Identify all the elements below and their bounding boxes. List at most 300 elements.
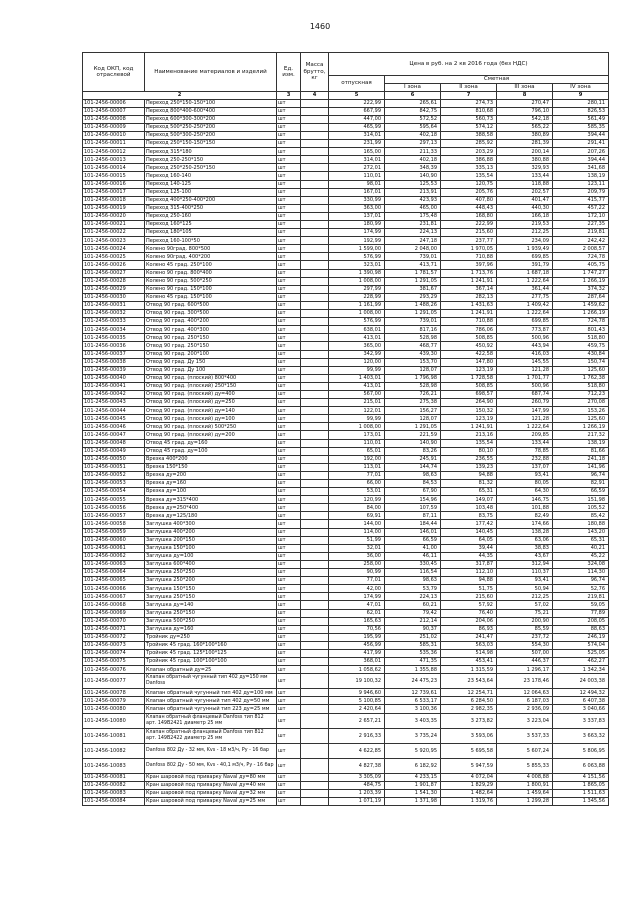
zone1-price-cell: 153,70 [385,358,441,366]
col-index: 6 [385,92,441,99]
unit-cell: шт [277,689,301,697]
zone3-price-cell: 121,28 [497,415,553,423]
name-cell: Кран шаровой под приварку Naval ду=25 мм [145,797,277,805]
mass-cell [301,455,329,463]
unit-cell: шт [277,520,301,528]
table-row [83,366,609,374]
mass-cell [301,512,329,520]
release-price-cell: 3 305,09 [329,773,385,781]
zone3-price-cell: 554,30 [497,641,553,649]
release-price-cell: 447,00 [329,115,385,123]
zone4-price-cell: 430,84 [553,350,609,358]
table-row [83,455,609,463]
name-cell: Переход 315*180 [145,148,277,156]
release-price-cell: 174,99 [329,593,385,601]
release-price-cell: 363,00 [329,204,385,212]
table-row [83,245,609,253]
name-cell: Клапан обратный чугунный тип 223 ду=25 мм [145,705,277,713]
zone4-price-cell: 77,89 [553,609,609,617]
zone3-price-cell: 118,88 [497,180,553,188]
unit-cell: шт [277,471,301,479]
zone2-price-cell: 508,85 [441,382,497,390]
header-zone-3: III зона [497,84,553,92]
unit-cell: шт [277,366,301,374]
code-cell: 101-2456-00051 [83,463,145,471]
table-row [83,447,609,455]
zone3-price-cell: 401,47 [497,196,553,204]
code-cell: 101-2456-00077 [83,674,145,689]
zone3-price-cell: 212,25 [497,229,553,237]
zone2-price-cell: 5 947,59 [441,758,497,773]
name-cell: Danfoss 802 Ду - 50 мм, Kvs - 40,1 м3/ч, Ру - 16 бар [145,758,277,773]
name-cell: Отвод 90 град. 250*150 [145,334,277,342]
release-price-cell: 413,01 [329,382,385,390]
unit-cell: шт [277,697,301,705]
zone1-price-cell: 275,38 [385,399,441,407]
mass-cell [301,544,329,552]
zone1-price-cell: 1 291,05 [385,277,441,285]
zone1-price-cell: 53,79 [385,585,441,593]
name-cell: Врезка ду=250*400 [145,504,277,512]
zone1-price-cell: 471,35 [385,658,441,666]
mass-cell [301,773,329,781]
table-row [83,773,609,781]
name-cell: Danfoss 802 Ду - 32 мм, Kvs - 18 м3/ч, Ру - 16 бар [145,743,277,758]
release-price-cell: 62,01 [329,609,385,617]
zone4-price-cell: 85,42 [553,512,609,520]
table-row [83,697,609,705]
zone1-price-cell: 1 781,57 [385,269,441,277]
zone3-price-cell: 260,79 [497,399,553,407]
zone2-price-cell: 57,92 [441,601,497,609]
zone4-price-cell: 801,43 [553,326,609,334]
name-cell: Врезка ду=315*400 [145,496,277,504]
name-cell: Переход 250*250-250*150 [145,164,277,172]
code-cell: 101-2456-00055 [83,496,145,504]
unit-cell: шт [277,131,301,139]
zone1-price-cell: 1 371,98 [385,797,441,805]
unit-cell: шт [277,601,301,609]
zone2-price-cell: 139,23 [441,463,497,471]
zone2-price-cell: 80,10 [441,447,497,455]
code-cell: 101-2456-00031 [83,301,145,309]
zone1-price-cell: 224,13 [385,229,441,237]
zone1-price-cell: 90,37 [385,625,441,633]
zone4-price-cell: 52,76 [553,585,609,593]
release-price-cell: 667,99 [329,107,385,115]
zone1-price-cell: 817,16 [385,326,441,334]
zone1-price-cell: 175,48 [385,212,441,220]
zone3-price-cell: 5 855,33 [497,758,553,773]
name-cell: Клапан обратный чугунный тип 402 ду=150 мм Danfoss [145,674,277,689]
mass-cell [301,697,329,705]
zone4-price-cell: 2 008,57 [553,245,609,253]
name-cell: Клапан обратный чугунный тип 402 ду=50 мм [145,697,277,705]
release-price-cell: 144,00 [329,520,385,528]
table-row [83,399,609,407]
unit-cell: шт [277,577,301,585]
code-cell: 101-2456-00042 [83,390,145,398]
zone4-price-cell: 45,22 [553,552,609,560]
zone4-price-cell: 3 663,32 [553,728,609,743]
release-price-cell: 417,99 [329,649,385,657]
zone1-price-cell: 41,00 [385,544,441,552]
name-cell: Отвод 90 град. (плоский) ду=250 [145,399,277,407]
zone1-price-cell: 4 233,15 [385,773,441,781]
name-cell: Переход 160-140 [145,172,277,180]
zone2-price-cell: 274,73 [441,99,497,107]
name-cell: Заглушка 200*150 [145,536,277,544]
zone4-price-cell: 394,44 [553,156,609,164]
zone3-price-cell: 1 701,77 [497,374,553,382]
name-cell: Заглушка ду=140 [145,601,277,609]
code-cell: 101-2456-00081 [83,773,145,781]
name-cell: Заглушка 150*150 [145,585,277,593]
release-price-cell: 114,00 [329,528,385,536]
table-row [83,407,609,415]
zone3-price-cell: 93,41 [497,577,553,585]
mass-cell [301,658,329,666]
zone1-price-cell: 402,18 [385,156,441,164]
zone3-price-cell: 147,99 [497,407,553,415]
zone4-price-cell: 82,91 [553,480,609,488]
unit-cell: шт [277,415,301,423]
mass-cell [301,528,329,536]
code-cell: 101-2456-00012 [83,148,145,156]
zone3-price-cell: 699,85 [497,318,553,326]
release-price-cell: 77,01 [329,471,385,479]
zone2-price-cell: 112,10 [441,569,497,577]
code-cell: 101-2456-00069 [83,609,145,617]
zone3-price-cell: 80,05 [497,480,553,488]
zone2-price-cell: 1 315,59 [441,666,497,674]
zone3-price-cell: 507,00 [497,649,553,657]
zone1-price-cell: 423,93 [385,196,441,204]
code-cell: 101-2456-00045 [83,415,145,423]
release-price-cell: 167,01 [329,188,385,196]
unit-cell: шт [277,196,301,204]
table-row [83,593,609,601]
zone3-price-cell: 50,94 [497,585,553,593]
zone3-price-cell: 699,85 [497,253,553,261]
release-price-cell: 99,99 [329,366,385,374]
col-index: 8 [497,92,553,99]
mass-cell [301,350,329,358]
unit-cell: шт [277,399,301,407]
zone3-price-cell: 1 687,18 [497,269,553,277]
code-cell: 101-2456-00029 [83,285,145,293]
name-cell: Отвод 90 град. (плоский) ду=100 [145,415,277,423]
table-row [83,528,609,536]
mass-cell [301,488,329,496]
code-cell: 101-2456-00070 [83,617,145,625]
unit-cell: шт [277,496,301,504]
zone2-price-cell: 44,35 [441,552,497,560]
unit-cell: шт [277,318,301,326]
zone3-price-cell: 12 064,63 [497,689,553,697]
code-cell: 101-2456-00066 [83,585,145,593]
code-cell: 101-2456-00059 [83,528,145,536]
unit-cell: шт [277,188,301,196]
table-row [83,99,609,107]
mass-cell [301,212,329,220]
name-cell: Заглушка 600*400 [145,560,277,568]
unit-cell: шт [277,269,301,277]
zone1-price-cell: 1 901,87 [385,781,441,789]
unit-cell: шт [277,439,301,447]
table-row [83,633,609,641]
zone4-price-cell: 65,31 [553,536,609,544]
zone3-price-cell: 500,96 [497,382,553,390]
name-cell: Отвод 90 град. 400*200 [145,318,277,326]
release-price-cell: 228,99 [329,293,385,301]
release-price-cell: 576,99 [329,318,385,326]
release-price-cell: 1 403,01 [329,374,385,382]
zone1-price-cell: 87,11 [385,512,441,520]
zone1-price-cell: 3 735,24 [385,728,441,743]
table-row [83,689,609,697]
zone4-price-cell: 1 865,05 [553,781,609,789]
unit-cell: шт [277,560,301,568]
zone3-price-cell: 93,41 [497,471,553,479]
name-cell: Тройник 45 град. 125*100*125 [145,649,277,657]
zone2-price-cell: 81,32 [441,480,497,488]
release-price-cell: 314,01 [329,156,385,164]
mass-cell [301,358,329,366]
zone1-price-cell: 66,59 [385,536,441,544]
mass-cell [301,552,329,560]
zone4-price-cell: 462,27 [553,658,609,666]
table-row [83,552,609,560]
table-row [83,743,609,758]
mass-cell [301,221,329,229]
zone4-price-cell: 287,64 [553,293,609,301]
zone1-price-cell: 245,91 [385,455,441,463]
table-row [83,269,609,277]
unit-cell: шт [277,123,301,131]
table-row [83,536,609,544]
mass-cell [301,649,329,657]
name-cell: Заглушка 250*150 [145,609,277,617]
zone1-price-cell: 1 488,26 [385,301,441,309]
zone1-price-cell: 251,02 [385,633,441,641]
zone2-price-cell: 1 829,29 [441,781,497,789]
zone4-price-cell: 1 511,63 [553,789,609,797]
zone2-price-cell: 150,32 [441,407,497,415]
zone2-price-cell: 204,06 [441,617,497,625]
name-cell: Переход 140-125 [145,180,277,188]
zone3-price-cell: 23 178,46 [497,674,553,689]
name-cell: Заглушка 400*300 [145,520,277,528]
table-row [83,496,609,504]
unit-cell: шт [277,221,301,229]
code-cell: 101-2456-10082 [83,743,145,758]
code-cell: 101-2456-00082 [83,781,145,789]
release-price-cell: 180,99 [329,221,385,229]
name-cell: Тройник 45 град. 100*100*100 [145,658,277,666]
zone3-price-cell: 78,85 [497,447,553,455]
name-cell: Отвод 90 град. (плоский) 500*250 [145,423,277,431]
zone4-price-cell: 105,52 [553,504,609,512]
unit-cell: шт [277,789,301,797]
zone2-price-cell: 514,98 [441,649,497,657]
zone1-price-cell: 413,71 [385,261,441,269]
unit-cell: шт [277,463,301,471]
unit-cell: шт [277,431,301,439]
name-cell: Переход 500*300-250*200 [145,131,277,139]
table-row [83,140,609,148]
code-cell: 101-2456-10081 [83,728,145,743]
release-price-cell: 192,00 [329,455,385,463]
zone1-price-cell: 528,98 [385,382,441,390]
zone4-price-cell: 561,49 [553,115,609,123]
mass-cell [301,601,329,609]
zone4-price-cell: 4 151,56 [553,773,609,781]
zone3-price-cell: 110,37 [497,569,553,577]
zone2-price-cell: 76,40 [441,609,497,617]
unit-cell: шт [277,374,301,382]
zone1-price-cell: 83,26 [385,447,441,455]
zone3-price-cell: 200,14 [497,148,553,156]
mass-cell [301,789,329,797]
unit-cell: шт [277,326,301,334]
name-cell: Отвод 90 град. Ду 100 [145,366,277,374]
code-cell: 101-2456-00024 [83,245,145,253]
name-cell: Заглушка ду=100 [145,552,277,560]
table-row [83,674,609,689]
release-price-cell: 84,00 [329,504,385,512]
zone2-price-cell: 1 241,91 [441,423,497,431]
code-cell: 101-2456-00061 [83,544,145,552]
unit-cell: шт [277,423,301,431]
name-cell: Колено 90град. 800*500 [145,245,277,253]
code-cell: 101-2456-00054 [83,488,145,496]
name-cell: Клапан обратный ду=25 [145,666,277,674]
release-price-cell: 272,01 [329,164,385,172]
unit-cell: шт [277,212,301,220]
zone1-price-cell: 1 541,30 [385,789,441,797]
zone2-price-cell: 786,06 [441,326,497,334]
name-cell: Колено 90 град. 150*100 [145,285,277,293]
release-price-cell: 1 203,39 [329,789,385,797]
zone4-price-cell: 1 266,19 [553,310,609,318]
table-row [83,463,609,471]
zone2-price-cell: 367,14 [441,285,497,293]
unit-cell: шт [277,447,301,455]
zone2-price-cell: 560,73 [441,115,497,123]
zone3-price-cell: 1 939,49 [497,245,553,253]
zone1-price-cell: 213,91 [385,188,441,196]
zone1-price-cell: 212,14 [385,617,441,625]
release-price-cell: 53,01 [329,488,385,496]
zone4-price-cell: 1 762,38 [553,374,609,382]
mass-cell [301,439,329,447]
mass-cell [301,480,329,488]
zone4-price-cell: 6 407,38 [553,697,609,705]
zone4-price-cell: 712,23 [553,390,609,398]
table-row [83,601,609,609]
unit-cell: шт [277,358,301,366]
mass-cell [301,156,329,164]
unit-cell: шт [277,310,301,318]
zone1-price-cell: 381,67 [385,285,441,293]
zone3-price-cell: 329,93 [497,164,553,172]
release-price-cell: 192,99 [329,237,385,245]
release-price-cell: 330,99 [329,196,385,204]
code-cell: 101-2456-00020 [83,212,145,220]
code-cell: 101-2456-00063 [83,560,145,568]
unit-cell: шт [277,229,301,237]
zone1-price-cell: 297,13 [385,140,441,148]
zone2-price-cell: 448,43 [441,204,497,212]
unit-cell: шт [277,172,301,180]
table-row [83,285,609,293]
mass-cell [301,504,329,512]
release-price-cell: 19 100,32 [329,674,385,689]
zone2-price-cell: 120,75 [441,180,497,188]
name-cell: Переход 250*150-150*100 [145,99,277,107]
zone1-price-cell: 5 920,95 [385,743,441,758]
code-cell: 101-2456-00062 [83,552,145,560]
release-price-cell: 42,00 [329,585,385,593]
unit-cell: шт [277,99,301,107]
release-price-cell: 70,56 [329,625,385,633]
zone4-price-cell: 24 003,38 [553,674,609,689]
unit-cell: шт [277,342,301,350]
zone2-price-cell: 1 482,64 [441,789,497,797]
zone4-price-cell: 172,10 [553,212,609,220]
name-cell: Врезка 150*150 [145,463,277,471]
zone1-price-cell: 125,53 [385,180,441,188]
zone2-price-cell: 2 982,35 [441,705,497,713]
unit-cell: шт [277,253,301,261]
mass-cell [301,666,329,674]
unit-cell: шт [277,301,301,309]
zone4-price-cell: 138,19 [553,439,609,447]
release-price-cell: 1 058,62 [329,666,385,674]
mass-cell [301,496,329,504]
zone4-price-cell: 574,04 [553,641,609,649]
col-index: 5 [329,92,385,99]
zone3-price-cell: 446,37 [497,658,553,666]
header-name: Наименование материалов и изделий [145,53,277,92]
name-cell: Отвод 90 град. (плоский) ду=200 [145,431,277,439]
table-row [83,569,609,577]
mass-cell [301,172,329,180]
release-price-cell: 9 946,60 [329,689,385,697]
release-price-cell: 32,01 [329,544,385,552]
zone4-price-cell: 242,42 [553,237,609,245]
zone1-price-cell: 128,07 [385,415,441,423]
mass-cell [301,447,329,455]
zone4-price-cell: 208,05 [553,617,609,625]
mass-cell [301,301,329,309]
code-cell: 101-2456-00041 [83,382,145,390]
release-price-cell: 69,91 [329,512,385,520]
mass-cell [301,326,329,334]
zone1-price-cell: 84,53 [385,480,441,488]
release-price-cell: 51,99 [329,536,385,544]
name-cell: Отвод 45 град. ду=160 [145,439,277,447]
table-row [83,131,609,139]
table-row [83,617,609,625]
code-cell: 101-2456-00053 [83,480,145,488]
col-index: 9 [553,92,609,99]
unit-cell: шт [277,504,301,512]
zone1-price-cell: 146,01 [385,528,441,536]
release-price-cell: 342,99 [329,350,385,358]
code-cell: 101-2456-00074 [83,649,145,657]
